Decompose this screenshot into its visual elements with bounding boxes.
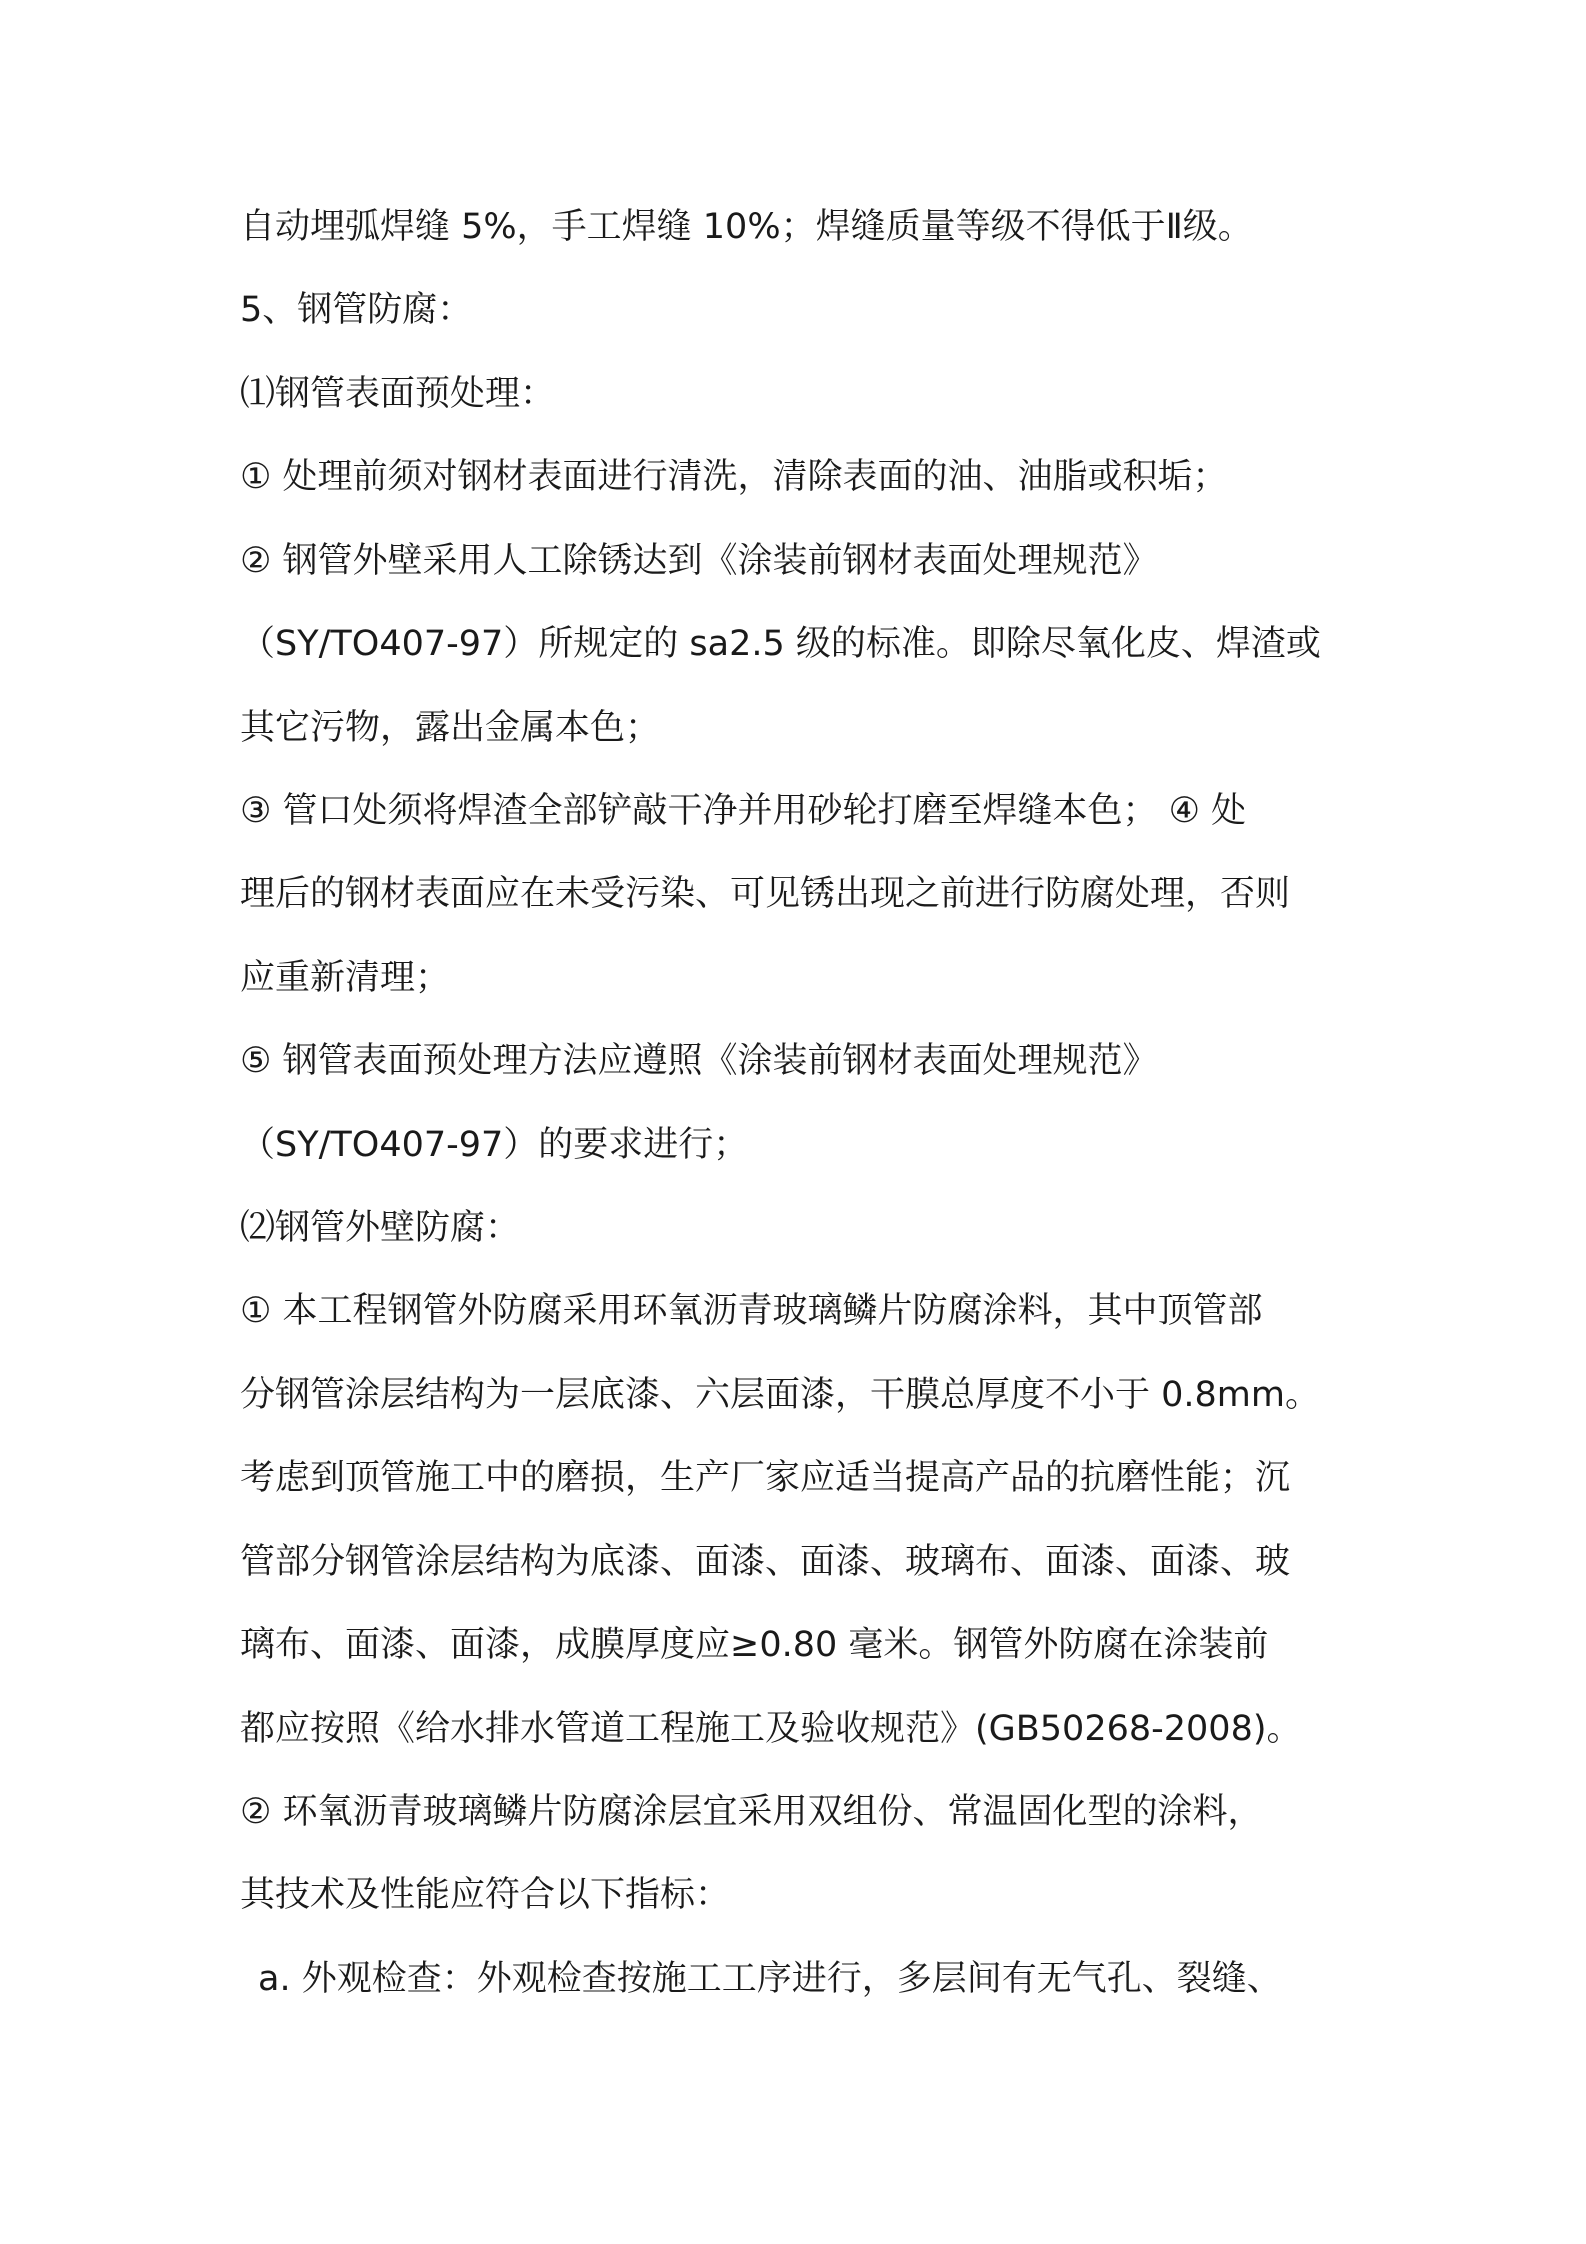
subsection-heading: ⑴钢管表面预处理： bbox=[240, 374, 556, 414]
text-line: 考虑到顶管施工中的磨损，生产厂家应适当提高产品的抗磨性能；沉 bbox=[240, 1458, 1291, 1498]
text-line: 自动埋弧焊缝 5%，手工焊缝 10%；焊缝质量等级不得低于Ⅱ级。 bbox=[240, 207, 1253, 247]
section-heading: 5、钢管防腐： bbox=[240, 290, 473, 330]
subsection-heading: ⑵钢管外壁防腐： bbox=[240, 1208, 521, 1248]
text-line: 管部分钢管涂层结构为底漆、面漆、面漆、玻璃布、面漆、面漆、玻 bbox=[240, 1542, 1291, 1582]
text-line: a. 外观检查：外观检查按施工工序进行，多层间有无气孔、裂缝、 bbox=[258, 1959, 1282, 1999]
text-line: ① 处理前须对钢材表面进行清洗，清除表面的油、油脂或积垢； bbox=[240, 457, 1228, 497]
text-line: 其它污物，露出金属本色； bbox=[240, 708, 661, 748]
text-line: （SY/TO407-97）的要求进行； bbox=[240, 1125, 749, 1165]
text-line: 其技术及性能应符合以下指标： bbox=[240, 1875, 731, 1915]
text-line: ⑤ 钢管表面预处理方法应遵照《涂装前钢材表面处理规范》 bbox=[240, 1041, 1158, 1081]
text-line: 应重新清理； bbox=[240, 958, 451, 998]
text-line: ② 钢管外壁采用人工除锈达到《涂装前钢材表面处理规范》 bbox=[240, 541, 1158, 581]
text-line: 分钢管涂层结构为一层底漆、六层面漆，干膜总厚度不小于 0.8mm。 bbox=[240, 1375, 1320, 1415]
text-line: 都应按照《给水排水管道工程施工及验收规范》(GB50268-2008)。 bbox=[240, 1709, 1302, 1749]
text-line: 理后的钢材表面应在未受污染、可见锈出现之前进行防腐处理，否则 bbox=[240, 874, 1291, 914]
text-line: ③ 管口处须将焊渣全部铲敲干净并用砂轮打磨至焊缝本色； ④ 处 bbox=[240, 791, 1247, 831]
text-line: ② 环氧沥青玻璃鳞片防腐涂层宜采用双组份、常温固化型的涂料， bbox=[240, 1792, 1263, 1832]
text-line: （SY/TO407-97）所规定的 sa2.5 级的标准。即除尽氧化皮、焊渣或 bbox=[240, 624, 1321, 664]
text-line: 璃布、面漆、面漆，成膜厚度应≥0.80 毫米。钢管外防腐在涂装前 bbox=[240, 1625, 1269, 1665]
text-line: ① 本工程钢管外防腐采用环氧沥青玻璃鳞片防腐涂料，其中顶管部 bbox=[240, 1291, 1263, 1331]
